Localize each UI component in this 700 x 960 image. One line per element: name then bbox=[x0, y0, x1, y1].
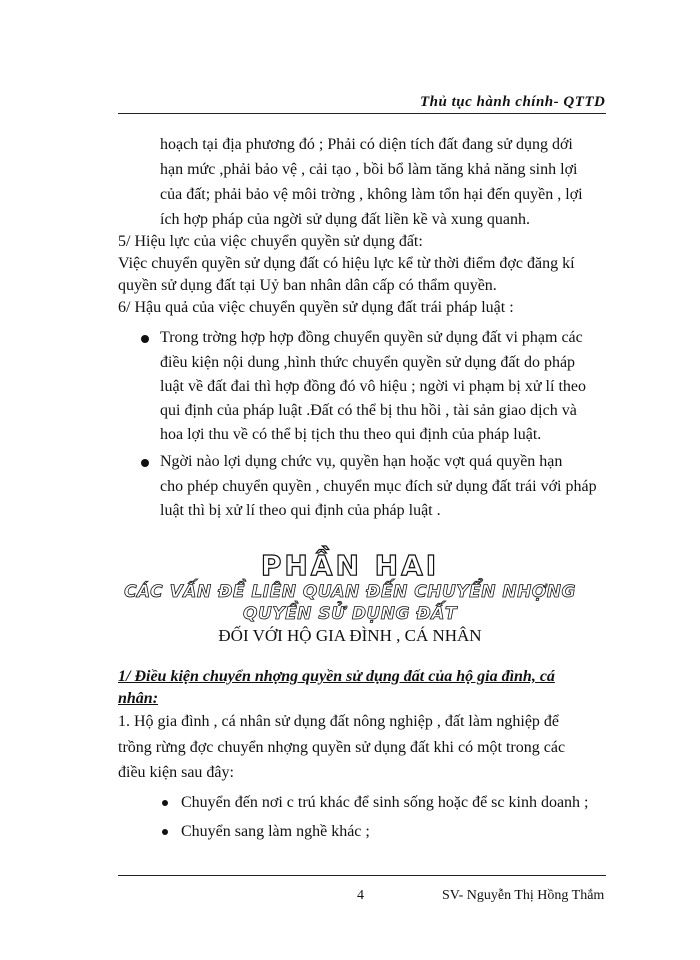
paragraph-line: ích hợp pháp của ngời sử dụng đất liền kề và xung quanh. bbox=[160, 211, 530, 228]
section-1-line: trồng rừng đợc chuyển nhợng quyền sử dụng đất khi có một trong các bbox=[118, 739, 566, 756]
section-1-bullet: Chuyển đến nơi c trú khác để sinh sống hoặc để sc kinh doanh ; bbox=[181, 794, 589, 811]
bullet-icon bbox=[162, 800, 168, 806]
bullet-2-line: luật thì bị xử lí theo qui định của pháp luật . bbox=[160, 502, 441, 519]
section-1-heading: nhân: bbox=[118, 690, 159, 707]
bullet-icon bbox=[141, 335, 149, 343]
section-1-heading: 1/ Điều kiện chuyển nhợng quyền sử dụng đất của hộ gia đình, cá bbox=[118, 668, 555, 685]
header-divider bbox=[118, 113, 606, 114]
part-subtitle-plain: ĐỐI VỚI HỘ GIA ĐÌNH , CÁ NHÂN bbox=[218, 626, 482, 645]
section-1-bullet: Chuyển sang làm nghề khác ; bbox=[181, 823, 370, 840]
section-5-line: quyền sử dụng đất tại Uỷ ban nhân dân cấp có thẩm quyền. bbox=[118, 277, 497, 294]
bullet-1-line: hoa lợi thu về có thể bị tịch thu theo qui định của pháp luật. bbox=[160, 426, 542, 443]
section-1-line: điều kiện sau đây: bbox=[118, 764, 234, 781]
part-title: PHẦN HAI bbox=[260, 549, 440, 582]
paragraph-line: hạn mức ,phải bảo vệ , cải tạo , bồi bổ làm tăng khả năng sinh lợi bbox=[160, 161, 578, 178]
footer-author: SV- Nguyễn Thị Hồng Thắm bbox=[442, 888, 605, 903]
bullet-icon bbox=[162, 829, 168, 835]
bullet-1-line: điều kiện nội dung ,hình thức chuyển quyền sử dụng đất do pháp bbox=[160, 354, 576, 371]
bullet-1-line: Trong trờng hợp hợp đồng chuyển quyền sử dụng đất vi phạm các bbox=[160, 329, 583, 346]
bullet-2-line: cho phép chuyển quyền , chuyển mục đích sử dụng đất trái với pháp bbox=[160, 478, 597, 495]
paragraph-line: của đất; phải bảo vệ môi trờng , không làm tổn hại đến quyền , lợi bbox=[160, 186, 583, 203]
section-6-heading: 6/ Hậu quả của việc chuyển quyền sử dụng đất trái pháp luật : bbox=[118, 299, 514, 316]
footer-divider bbox=[118, 875, 606, 876]
part-subtitle: QUYỀN SỬ DỤNG ĐẤT bbox=[243, 604, 457, 624]
part-subtitle: CÁC VẤN ĐỀ LIÊN QUAN ĐẾN CHUYỂN NHỢNG bbox=[124, 582, 576, 602]
page-number: 4 bbox=[357, 888, 364, 903]
bullet-1-line: luật về đất đai thì hợp đồng đó vô hiệu ; ngời vi phạm bị xử lí theo bbox=[160, 378, 586, 395]
page-header-title: Thủ tục hành chính- QTTD bbox=[420, 94, 606, 110]
bullet-2-line: Ngời nào lợi dụng chức vụ, quyền hạn hoặc vợt quá quyền hạn bbox=[160, 453, 563, 470]
bullet-icon bbox=[141, 459, 149, 467]
section-5-line: Việc chuyển quyền sử dụng đất có hiệu lực kể từ thời điểm đợc đăng kí bbox=[118, 255, 575, 272]
paragraph-line: hoạch tại địa phương đó ; Phải có diện tích đất đang sử dụng dới bbox=[160, 136, 573, 153]
bullet-1-line: qui định của pháp luật .Đất có thể bị thu hồi , tài sản giao dịch và bbox=[160, 402, 577, 419]
section-5-heading: 5/ Hiệu lực của việc chuyển quyền sử dụng đất: bbox=[118, 233, 423, 250]
section-1-line: 1. Hộ gia đình , cá nhân sử dụng đất nông nghiệp , đất làm nghiệp để bbox=[118, 713, 560, 730]
